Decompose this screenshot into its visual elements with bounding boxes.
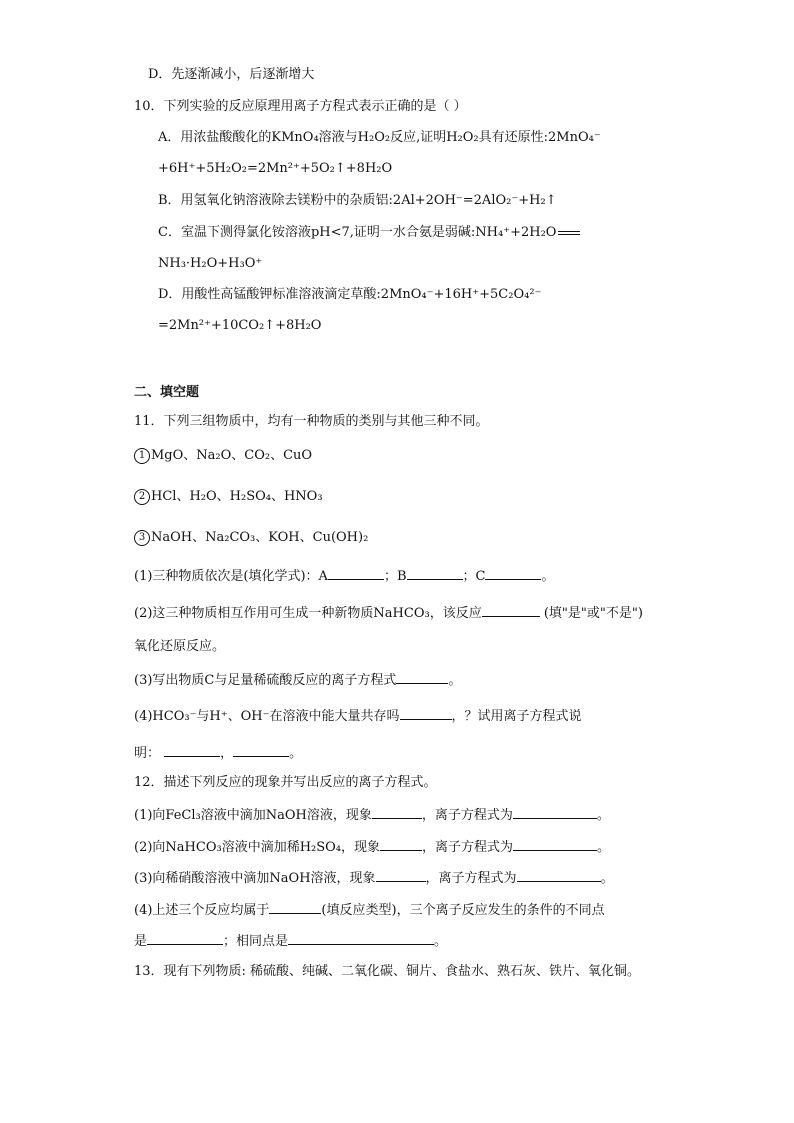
q12-part-4-cont: 是 ；相同点是 。: [134, 934, 448, 949]
q10-option-d-line2: =2Mn²⁺+10CO₂↑+8H₂O: [158, 318, 322, 333]
answer-blank-c[interactable]: [485, 567, 541, 580]
q11-group-2: 2 HCl、H₂O、H₂SO₄、HNO₃: [134, 488, 323, 506]
q12-part-3: (3)向稀硝酸溶液中滴加NaOH溶液，现象 ，离子方程式为 。: [134, 871, 614, 886]
q9-option-d: D．先逐渐减小，后逐渐增大: [148, 67, 315, 82]
answer-blank-similarity[interactable]: [288, 932, 434, 945]
answer-blank-phenomenon-1[interactable]: [372, 806, 422, 819]
q11-stem: 11．下列三组物质中，均有一种物质的类别与其他三种不同。: [134, 414, 489, 429]
answer-blank-coexist[interactable]: [400, 707, 452, 720]
answer-blank-phenomenon-2[interactable]: [380, 838, 422, 851]
answer-blank-difference[interactable]: [147, 932, 223, 945]
q10-option-d-line1: D．用酸性高锰酸钾标准溶液滴定草酸:2MnO₄⁻+16H⁺+5C₂O₄²⁻: [158, 287, 542, 302]
q11-group-1: 1 MgO、Na₂O、CO₂、CuO: [134, 447, 312, 465]
circled-number-icon: 2: [134, 489, 150, 505]
q10-option-a-line1: A．用浓盐酸酸化的KMnO₄溶液与H₂O₂反应,证明H₂O₂具有还原性:2MnO₄⁻: [158, 130, 601, 145]
q12-part-2: (2)向NaHCO₃溶液中滴加稀H₂SO₄，现象 ，离子方程式为 。: [134, 840, 611, 855]
answer-blank-eq-1[interactable]: [164, 744, 220, 757]
q10-stem: 10．下列实验的反应原理用离子方程式表示正确的是（ ）: [134, 99, 467, 114]
q10-option-c-line1: C．室温下测得氯化铵溶液pH<7,证明一水合氨是弱碱:NH₄⁺+2H₂O: [158, 224, 580, 242]
answer-blank-b[interactable]: [407, 567, 463, 580]
q12-part-1: (1)向FeCl₃溶液中滴加NaOH溶液，现象 ，离子方程式为 。: [134, 808, 610, 823]
answer-blank-equation-2[interactable]: [513, 838, 597, 851]
answer-blank-redox[interactable]: [482, 604, 540, 617]
q10-option-a-line2: +6H⁺+5H₂O₂=2Mn²⁺+5O₂↑+8H₂O: [158, 161, 393, 176]
section-title-fill-in: 二、填空题: [134, 385, 200, 400]
q11-part-4: (4)HCO₃⁻与H⁺、OH⁻在溶液中能大量共存吗 ，？试用离子方程式说: [134, 709, 582, 724]
answer-blank-eq-2[interactable]: [233, 744, 289, 757]
q11-part-1: (1)三种物质依次是(填化学式)：A ；B ；C 。: [134, 569, 555, 584]
answer-blank-a[interactable]: [328, 567, 384, 580]
circled-number-icon: 1: [134, 448, 150, 464]
circled-number-icon: 3: [134, 530, 150, 546]
q11-part-2-cont: 氧化还原反应。: [134, 639, 226, 654]
q10-option-b: B．用氢氧化钠溶液除去镁粉中的杂质铝:2Al+2OH⁻=2AlO₂⁻+H₂↑: [158, 193, 557, 208]
answer-blank-phenomenon-3[interactable]: [376, 869, 426, 882]
answer-blank-equation-3[interactable]: [517, 869, 601, 882]
answer-blank-ion-eq[interactable]: [396, 671, 448, 684]
q11-part-2: (2)这三种物质相互作用可生成一种新物质NaHCO₃，该反应 (填"是"或"不是"): [134, 606, 643, 621]
q11-group-3: 3 NaOH、Na₂CO₃、KOH、Cu(OH)₂: [134, 529, 368, 547]
q12-part-4: (4)上述三个反应均属于 (填反应类型)，三个离子反应发生的条件的不同点: [134, 903, 605, 918]
q12-stem: 12．描述下列反应的现象并写出反应的离子方程式。: [134, 775, 437, 790]
answer-blank-reaction-type[interactable]: [269, 901, 321, 914]
q10-option-c-line2: NH₃·H₂O+H₃O⁺: [158, 256, 263, 271]
q11-part-4-cont: 明： ， 。: [134, 746, 303, 761]
q11-part-3: (3)写出物质C与足量稀硫酸反应的离子方程式 。: [134, 673, 462, 688]
q13-stem: 13．现有下列物质: 稀硫酸、纯碱、二氧化碳、铜片、食盐水、熟石灰、铁片、氧化铜。: [134, 964, 641, 979]
equilibrium-arrow-icon: [558, 229, 580, 237]
answer-blank-equation-1[interactable]: [513, 806, 597, 819]
